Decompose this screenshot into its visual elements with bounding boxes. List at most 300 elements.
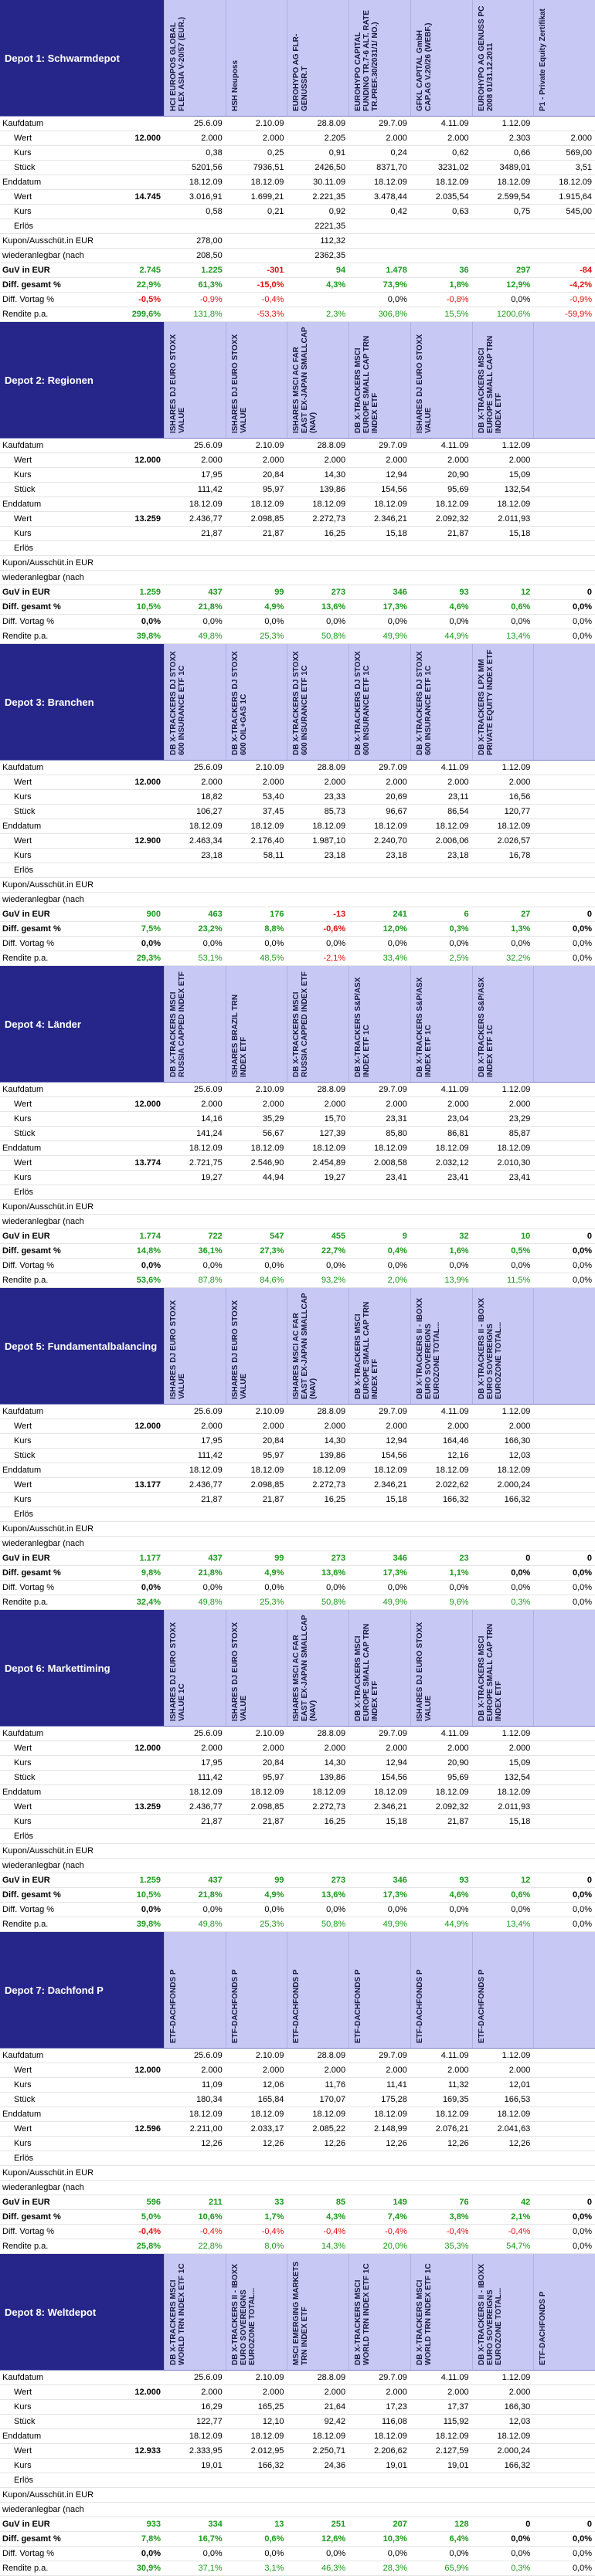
table-cell: 13,4%	[506, 632, 531, 641]
row-label: Diff. gesamt %	[2, 1890, 61, 1900]
table-cell: 6	[464, 910, 469, 919]
table-cell: 18.12.09	[497, 2110, 531, 2119]
table-cell: 18.12.09	[312, 500, 346, 509]
table-cell: 2.032,12	[435, 1158, 469, 1168]
table-row	[0, 2415, 595, 2429]
table-cell: 12,03	[508, 2417, 531, 2426]
depot-title: Depot 8: Weltdepot	[0, 2254, 164, 2370]
table-cell: 0,0%	[572, 2564, 593, 2573]
row-label: Kaufdatum	[2, 1729, 44, 1738]
depot-section	[0, 1288, 595, 1610]
row-label: Enddatum	[2, 1788, 42, 1797]
table-cell: 170,07	[319, 2095, 346, 2104]
fund-column-header	[533, 1610, 595, 1726]
table-cell: 211	[208, 2198, 223, 2207]
table-cell: 18.12.09	[435, 2110, 469, 2119]
fund-column-header	[472, 966, 534, 1082]
table-cell: 21,87	[201, 1817, 223, 1826]
table-cell: 2.346,21	[374, 1480, 407, 1490]
table-row	[0, 293, 595, 307]
table-cell: 2.000	[508, 2066, 531, 2075]
table-cell	[348, 222, 410, 231]
row-label: wiederanlegbar (nach	[2, 2183, 84, 2192]
row-label: Kaufdatum	[2, 119, 44, 128]
table-cell: 12,26	[447, 2139, 469, 2148]
table-cell: 18.12.09	[189, 500, 223, 509]
table-cell: 2.272,73	[312, 1480, 346, 1490]
table-cell: 29.7.09	[379, 2051, 407, 2060]
table-cell: 2.000	[386, 1744, 407, 1753]
row-label: Kurs	[14, 1758, 32, 1768]
table-row	[0, 878, 595, 893]
fund-column-header	[533, 0, 595, 116]
table-cell: 23	[459, 1554, 469, 1563]
table-cell: 87,8%	[198, 1276, 223, 1285]
table-row	[0, 571, 595, 585]
table-cell: 2.000	[201, 2388, 223, 2397]
fund-column-header	[348, 966, 410, 1082]
table-cell	[533, 2066, 595, 2075]
table-cell: 2,1%	[511, 2212, 531, 2222]
table-cell: 251	[331, 2520, 346, 2529]
row-label: wiederanlegbar (nach	[2, 573, 84, 582]
fund-name: DB X-TRACKERS LPX MM PRIVATE EQUITY INDEX ETF	[477, 649, 495, 755]
table-cell: 166,32	[442, 1495, 469, 1504]
table-cell: 2.000	[386, 456, 407, 465]
row-label: Kurs	[14, 148, 32, 158]
table-cell: 32	[459, 1232, 469, 1241]
row-total: 2.745	[139, 266, 161, 275]
fund-column-header	[287, 2254, 348, 2370]
depot-header	[0, 966, 595, 1083]
table-row	[0, 1522, 595, 1537]
row-total: 1.259	[139, 1876, 161, 1885]
table-cell	[533, 1173, 595, 1182]
table-cell: 23,31	[386, 1114, 407, 1124]
fund-column-header	[533, 1932, 595, 2048]
row-label: Diff. gesamt %	[2, 280, 61, 290]
table-cell: 0,0%	[202, 1905, 223, 1914]
row-label: Enddatum	[2, 2110, 42, 2119]
table-cell: 131,8%	[193, 310, 223, 319]
table-cell	[226, 236, 287, 246]
depot-header	[0, 2254, 595, 2371]
row-label: Erlös	[14, 1510, 34, 1519]
table-cell: 0,0%	[572, 2534, 593, 2544]
fund-column-header	[348, 2254, 410, 2370]
table-cell: 0,0%	[326, 1261, 346, 1270]
table-cell: 437	[208, 1554, 223, 1563]
table-cell: 28.8.09	[317, 2051, 346, 2060]
table-cell: 56,67	[262, 1129, 284, 1138]
table-cell: 18.12.09	[374, 178, 407, 187]
table-cell	[348, 236, 410, 246]
table-cell: 2.000	[386, 1422, 407, 1431]
depot-title: Depot 7: Dachfond P	[0, 1932, 164, 2048]
fund-name: ETF-DACHFONDS P	[539, 2291, 548, 2365]
row-label: GuV in EUR	[2, 588, 50, 597]
table-cell: 18.12.09	[250, 500, 284, 509]
fund-column-header	[472, 0, 534, 116]
table-row	[0, 2078, 595, 2093]
table-cell: 46,3%	[321, 2564, 346, 2573]
table-cell: 20,84	[262, 1758, 284, 1768]
table-cell: 2.033,17	[250, 2124, 284, 2134]
table-cell: 2.206,62	[374, 2446, 407, 2456]
table-row	[0, 2473, 595, 2488]
table-cell: 13,6%	[321, 1568, 346, 1578]
table-row	[0, 819, 595, 834]
table-row	[0, 175, 595, 190]
row-label: Rendite p.a.	[2, 632, 49, 641]
table-cell: 15,18	[386, 1495, 407, 1504]
table-cell: 25,3%	[260, 1920, 284, 1929]
row-label: Kaufdatum	[2, 2373, 44, 2382]
table-cell: 85,73	[324, 807, 346, 816]
table-cell: 0,0%	[511, 1568, 531, 1578]
table-cell: 2,5%	[449, 954, 469, 963]
table-cell: 23,04	[447, 1114, 469, 1124]
table-cell: 12,16	[447, 1451, 469, 1460]
table-cell	[533, 2051, 595, 2060]
table-cell: 1200,6%	[496, 310, 531, 319]
row-total: 12.000	[134, 1422, 161, 1431]
table-row	[0, 2517, 595, 2532]
table-cell	[533, 2124, 595, 2134]
table-cell: 1.987,10	[312, 836, 346, 846]
table-cell: 0	[586, 588, 593, 597]
table-cell: 2.10.09	[255, 2373, 284, 2382]
fund-name: ETF-DACHFONDS P	[354, 1969, 363, 2043]
row-label: Wert	[14, 1422, 32, 1431]
table-row	[0, 2107, 595, 2122]
table-row	[0, 2151, 595, 2166]
table-cell	[410, 222, 472, 231]
row-label: Kupon/Ausschüt.in EUR	[2, 2490, 94, 2500]
table-cell: 722	[208, 1232, 223, 1241]
table-cell: 128	[454, 2520, 469, 2529]
table-cell: 437	[208, 588, 223, 597]
table-cell: 17,3%	[382, 1890, 407, 1900]
table-cell	[533, 1114, 595, 1124]
row-label: wiederanlegbar (nach	[2, 895, 84, 904]
table-cell: 2.000	[262, 134, 284, 143]
row-label: GuV in EUR	[2, 2198, 50, 2207]
table-cell: 14,30	[324, 1758, 346, 1768]
table-cell: 20,84	[262, 470, 284, 480]
fund-name: DB X-TRACKERS MSCI EUROPE SMALL CAP TRN INDEX ETF	[477, 335, 503, 433]
table-cell: 297	[515, 266, 531, 275]
row-label: wiederanlegbar (nach	[2, 1217, 84, 1226]
fund-column-header	[410, 322, 472, 438]
table-cell: 16,25	[324, 1817, 346, 1826]
fund-column-header	[287, 1610, 348, 1726]
table-cell: -0,4%	[261, 295, 284, 304]
table-row	[0, 1873, 595, 1888]
table-cell: 0,6%	[511, 602, 531, 612]
table-cell: 23,2%	[198, 924, 223, 934]
row-label: Kurs	[14, 529, 32, 538]
table-cell	[533, 1422, 595, 1431]
row-total: 933	[146, 2520, 161, 2529]
table-row	[0, 1493, 595, 1507]
table-cell: 0,0%	[387, 295, 407, 304]
table-cell: -0,4%	[261, 2227, 284, 2236]
table-cell: -0,8%	[446, 295, 469, 304]
table-cell	[533, 807, 595, 816]
table-cell: 19,01	[386, 2461, 407, 2470]
table-cell: 0,58	[206, 207, 223, 216]
table-row	[0, 1434, 595, 1449]
table-cell: 36	[459, 266, 469, 275]
table-cell: 0,63	[452, 207, 469, 216]
table-cell: 28.8.09	[317, 1407, 346, 1416]
table-cell: 0,0%	[572, 2212, 593, 2222]
depot-title: Depot 3: Branchen	[0, 644, 164, 760]
table-cell: 6,4%	[449, 2534, 469, 2544]
table-cell: 2.092,32	[435, 514, 469, 524]
table-cell: 0	[586, 1876, 593, 1885]
row-label: Diff. gesamt %	[2, 2212, 61, 2222]
table-cell: 2.346,21	[374, 514, 407, 524]
table-row	[0, 1463, 595, 1478]
table-cell: 2362,35	[314, 251, 346, 260]
table-cell: 16,78	[508, 851, 531, 860]
fund-column-headers	[164, 966, 595, 1082]
table-cell: 25.6.09	[194, 441, 223, 450]
table-cell: 2.000	[324, 1744, 346, 1753]
table-cell: 1.12.09	[502, 1729, 531, 1738]
table-cell	[533, 1802, 595, 1812]
table-cell: 11,32	[447, 2080, 469, 2090]
fund-column-header	[164, 966, 226, 1082]
table-cell	[533, 1466, 595, 1475]
fund-name: ISHARES DJ EURO STOXX VALUE 1C	[169, 1622, 186, 1721]
table-cell: 18.12.09	[374, 500, 407, 509]
table-cell: 48,5%	[260, 954, 284, 963]
table-row	[0, 117, 595, 131]
row-label: Stück	[14, 2417, 36, 2426]
table-cell: 1.12.09	[502, 763, 531, 772]
table-cell: 334	[208, 2520, 223, 2529]
table-row	[0, 2503, 595, 2517]
table-cell: 0,0%	[202, 617, 223, 626]
row-label: Enddatum	[2, 1144, 42, 1153]
row-label: Diff. Vortag %	[2, 1905, 55, 1914]
table-cell: 2.303	[508, 134, 531, 143]
table-cell: 18.12.09	[435, 500, 469, 509]
table-cell: 2.000	[386, 134, 407, 143]
fund-name: DB X-TRACKERS MSCI RUSSIA CAPPED INDEX ETF	[169, 971, 186, 1077]
table-cell: 21,87	[262, 529, 284, 538]
row-label: Kupon/Ausschüt.in EUR	[2, 1524, 94, 1534]
table-cell: 2.599,54	[497, 192, 531, 202]
table-cell: 22,8%	[198, 2242, 223, 2251]
table-cell: 11,41	[386, 2080, 407, 2090]
row-total: 1.774	[139, 1232, 161, 1241]
table-cell: 18.12.09	[497, 822, 531, 831]
table-cell: 0,0%	[511, 1583, 531, 1592]
table-cell: 65,9%	[444, 2564, 469, 2573]
table-row	[0, 1171, 595, 1185]
table-cell: 21,8%	[198, 1890, 223, 1900]
fund-column-header	[533, 644, 595, 760]
table-cell: 0,0%	[511, 1261, 531, 1270]
table-cell: 2.006,06	[435, 836, 469, 846]
table-cell: 2.10.09	[255, 2051, 284, 2060]
table-cell: 0,0%	[387, 1905, 407, 1914]
table-cell: 35,29	[262, 1114, 284, 1124]
table-cell: 207	[393, 2520, 407, 2529]
table-row	[0, 2547, 595, 2561]
table-cell: 12,26	[262, 2139, 284, 2148]
table-cell: 2.085,22	[312, 2124, 346, 2134]
table-cell: 0,0%	[572, 602, 593, 612]
fund-column-header	[287, 644, 348, 760]
table-cell	[533, 236, 595, 246]
table-cell: 18.12.09	[374, 822, 407, 831]
table-cell: 10	[521, 1232, 531, 1241]
table-cell: 346	[393, 1876, 407, 1885]
table-cell: 13,9%	[444, 1276, 469, 1285]
table-cell: 4.11.09	[440, 2051, 469, 2060]
row-total: 13.177	[134, 1480, 161, 1490]
table-cell	[533, 1817, 595, 1826]
table-row	[0, 468, 595, 483]
table-cell: 3,1%	[264, 2564, 284, 2573]
table-cell: 2.022,62	[435, 1480, 469, 1490]
table-row	[0, 2444, 595, 2459]
table-cell: 1,8%	[449, 280, 469, 290]
row-label: Diff. Vortag %	[2, 2549, 55, 2558]
table-cell: 18.12.09	[374, 1788, 407, 1797]
table-cell	[533, 2432, 595, 2441]
fund-column-header	[533, 966, 595, 1082]
fund-name: ETF-DACHFONDS P	[415, 1969, 424, 2043]
table-cell: 0	[525, 1554, 531, 1563]
table-cell: 25.6.09	[194, 119, 223, 128]
row-label: Stück	[14, 1451, 36, 1460]
row-label: Rendite p.a.	[2, 310, 49, 319]
table-cell: 2.000	[201, 456, 223, 465]
table-cell: 12,26	[201, 2139, 223, 2148]
table-cell: 15,09	[508, 470, 531, 480]
table-cell: 0,0%	[449, 2549, 469, 2558]
table-cell: 2.10.09	[255, 441, 284, 450]
table-cell: 0,62	[452, 148, 469, 158]
table-cell: 0,42	[390, 207, 407, 216]
table-cell: 21,8%	[198, 602, 223, 612]
fund-name: ISHARES DJ EURO STOXX VALUE	[415, 1622, 433, 1721]
table-cell: 2.10.09	[255, 1407, 284, 1416]
row-label: GuV in EUR	[2, 1876, 50, 1885]
table-row	[0, 1595, 595, 1610]
table-cell	[533, 2139, 595, 2148]
table-cell: 0,0%	[511, 2534, 531, 2544]
table-cell: -301	[267, 266, 284, 275]
table-row	[0, 1507, 595, 1522]
table-cell: 9,6%	[449, 1598, 469, 1607]
table-cell	[348, 251, 410, 260]
table-row	[0, 1273, 595, 1288]
table-cell	[533, 836, 595, 846]
table-cell: 132,54	[504, 485, 531, 494]
table-row	[0, 2459, 595, 2473]
table-cell: 2.000	[570, 134, 593, 143]
row-label: Kupon/Ausschüt.in EUR	[2, 558, 94, 568]
table-cell: 0,6%	[511, 1890, 531, 1900]
table-cell: 4,6%	[449, 602, 469, 612]
depot-section	[0, 644, 595, 966]
table-cell: 166,30	[504, 1436, 531, 1446]
row-label: Rendite p.a.	[2, 1920, 49, 1929]
table-cell: 166,30	[504, 2402, 531, 2412]
fund-column-header	[226, 1288, 287, 1404]
table-row	[0, 527, 595, 541]
table-cell: 99	[274, 1876, 284, 1885]
table-cell: 0,0%	[572, 1583, 593, 1592]
table-cell: 2.098,85	[250, 514, 284, 524]
table-cell: 0,0%	[264, 1261, 284, 1270]
table-cell: 0	[525, 2520, 531, 2529]
table-cell: 12,10	[262, 2417, 284, 2426]
row-total: 0,0%	[141, 1905, 161, 1914]
table-row	[0, 615, 595, 629]
row-label: Kurs	[14, 1173, 32, 1182]
fund-column-header	[287, 966, 348, 1082]
table-row	[0, 1888, 595, 1903]
table-cell: 3.016,91	[189, 192, 223, 202]
table-cell: 18.12.09	[312, 2110, 346, 2119]
fund-name: ISHARES DJ EURO STOXX VALUE	[230, 1622, 248, 1721]
table-cell: 4.11.09	[440, 119, 469, 128]
table-cell: 11,76	[325, 2080, 346, 2090]
table-cell: 12,94	[386, 1436, 407, 1446]
table-cell: 3489,01	[499, 163, 531, 172]
table-cell: 2221,35	[314, 222, 346, 231]
table-cell	[472, 236, 534, 246]
row-label: Rendite p.a.	[2, 1276, 49, 1285]
fund-column-header	[164, 2254, 226, 2370]
table-cell: 2.000	[201, 778, 223, 787]
table-cell: -4,2%	[570, 280, 593, 290]
table-cell: 18.12.09	[374, 2110, 407, 2119]
table-cell: 18.12.09	[250, 822, 284, 831]
fund-column-header	[164, 0, 226, 116]
table-cell: 2.127,59	[435, 2446, 469, 2456]
fund-name: DB X-TRACKERS MSCI WORLD TRN INDEX ETF 1C	[415, 2263, 433, 2365]
table-cell: 19,01	[201, 2461, 223, 2470]
row-label: Stück	[14, 1773, 36, 1782]
table-cell: 3,8%	[449, 2212, 469, 2222]
fund-name: ETF-DACHFONDS P	[230, 1969, 240, 2043]
table-cell: 0,0%	[572, 1890, 593, 1900]
table-cell	[226, 222, 287, 231]
fund-name: DB X-TRACKERS MSCI EUROPE SMALL CAP TRN INDEX ETF	[354, 1623, 380, 1721]
depot-header	[0, 644, 595, 761]
fund-column-header	[287, 322, 348, 438]
table-row	[0, 1200, 595, 1215]
fund-column-header	[226, 0, 287, 116]
table-cell	[533, 500, 595, 509]
table-cell: 18.12.09	[312, 2432, 346, 2441]
fund-column-header	[348, 0, 410, 116]
table-cell: 2.000	[324, 2066, 346, 2075]
table-cell: 28.8.09	[317, 441, 346, 450]
row-total: 12.596	[134, 2124, 161, 2134]
table-cell: 12	[521, 1876, 531, 1885]
table-cell: 2.346,21	[374, 1802, 407, 1812]
